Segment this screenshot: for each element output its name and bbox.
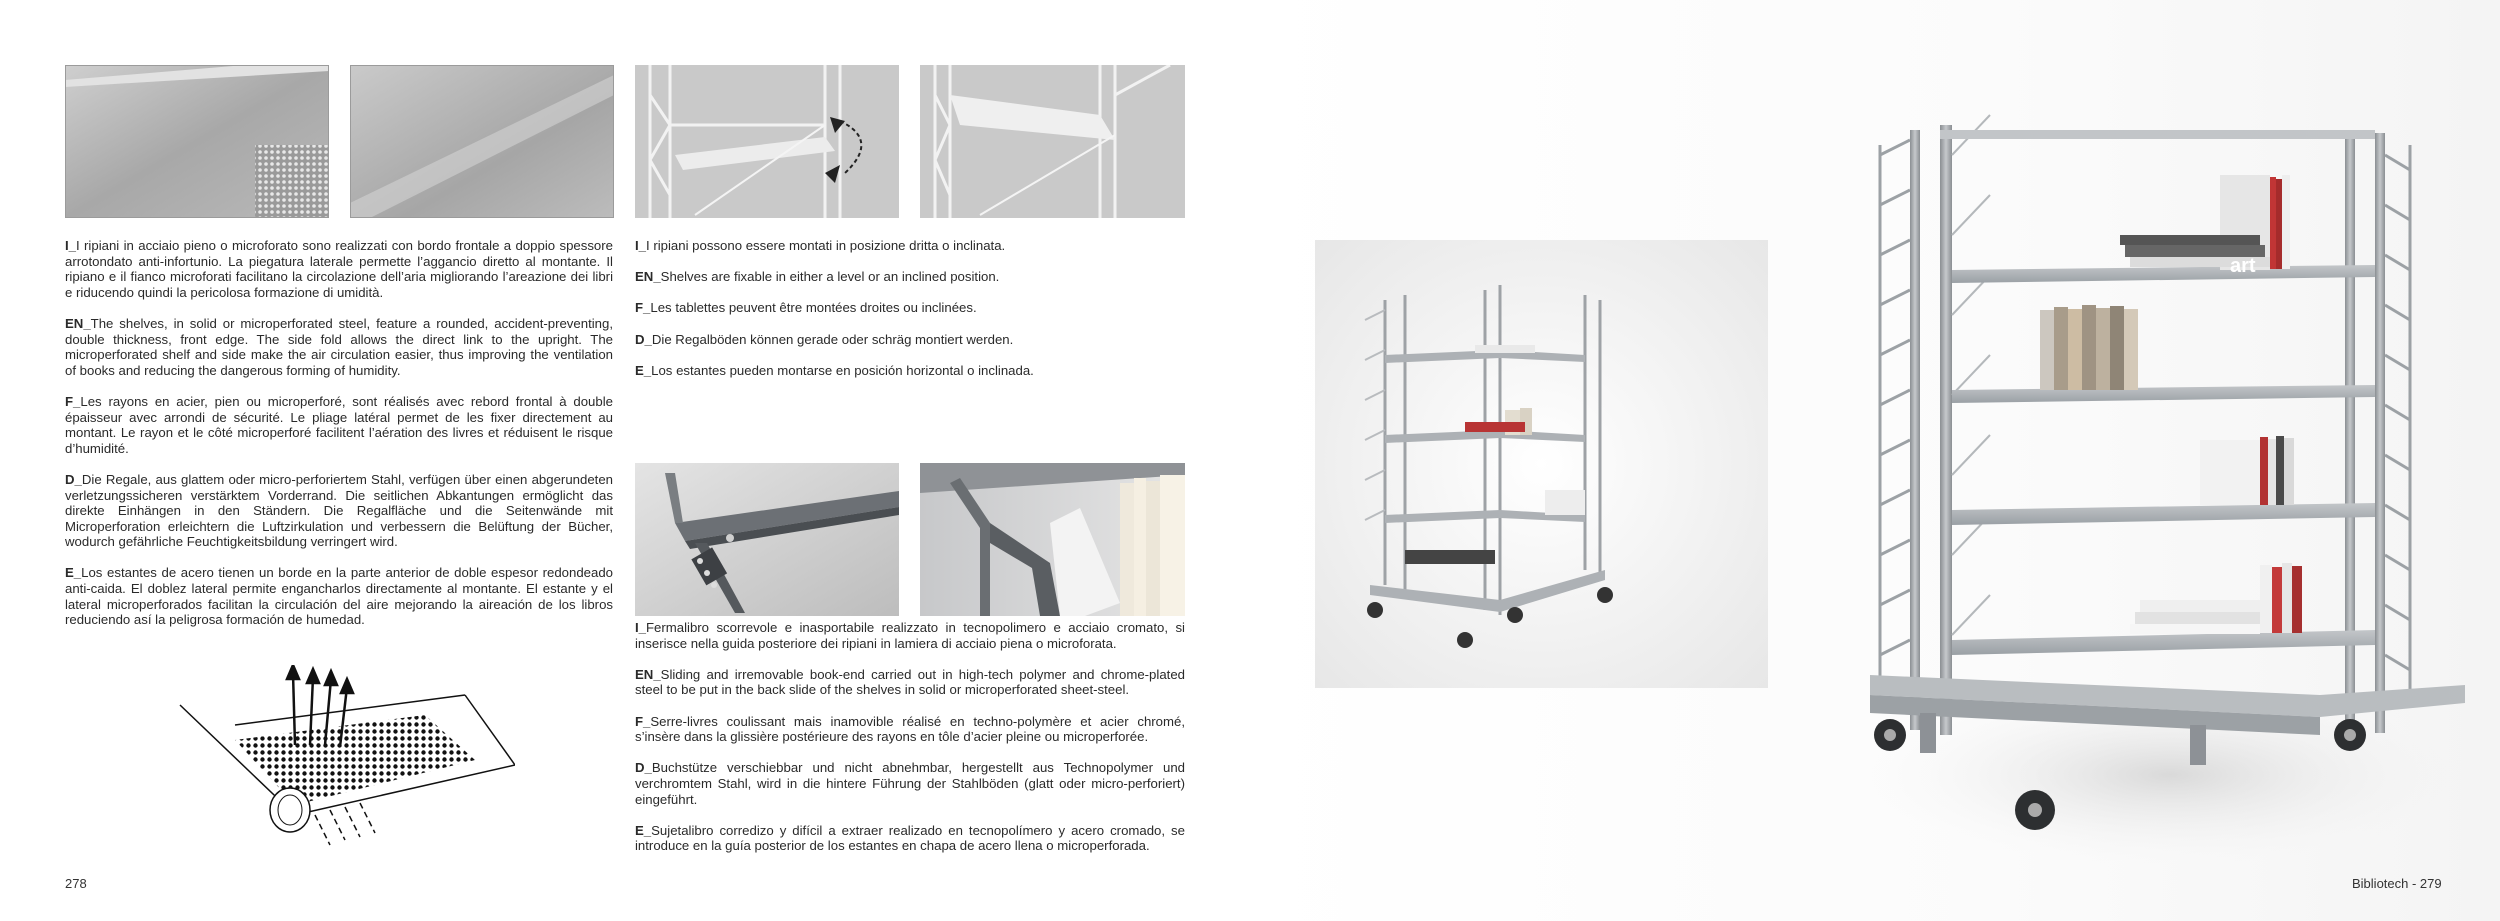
page-number-left: 278 [65, 876, 87, 891]
incline-description [635, 238, 1185, 394]
shelf-edge-photo-perforated [65, 65, 329, 218]
incline-text-de: D_Die Regalböden können gerade oder schräg montiert werden. [635, 331, 1014, 347]
shelf-edge-photo-solid [350, 65, 614, 218]
shelves-description [65, 238, 613, 643]
shelves-text-en: EN_The shelves, in solid or microperforated steel, feature a rounded, accident-preventing, double thickness, front edge. The side fold allows the direct link to the upright. The microperforated shelf and side make the air circulation easier, thus improving the ventilation of books and reducing the dangerous forming of humidity. [65, 315, 613, 378]
incline-text-es: E_Los estantes pueden montarse en posición horizontal o inclinada. [635, 362, 1034, 378]
book-end-photo [920, 463, 1185, 616]
shelves-text-it: I_I ripiani in acciaio pieno o microforato sono realizzati con bordo frontale a doppio spessore arrotondato anti-infortunio. La piegatura laterale permette l’aggancio diretto al montante. Il ripiano e il fianco microforati facilitano la circolazione dell’aria migliorando l’areazione dei libri e riducendo quindi la pericolosa formazione di umidità. [65, 238, 613, 300]
bookend-description [635, 620, 1185, 870]
shelf-incline-photo-arrows [635, 65, 899, 218]
incline-text-it: I_I ripiani possono essere montati in posizione dritta o inclinata. [635, 238, 1006, 253]
page-number-right: Bibliotech - 279 [2352, 876, 2442, 891]
bookend-text-en: EN_Sliding and irremovable book-end carried out in high-tech polymer and chrome-plated steel to be put in the back slide of the shelves in solid or microperforated sheet-steel. [635, 666, 1185, 698]
bookend-text-de: D_Buchstütze verschiebbar und nicht abnehmbar, hergestellt aus Technopolymer und verchromtem Stahl, wird in die hintere Führung der Stahlböden (glatt oder micro-perforiert) eingeführt. [635, 760, 1185, 807]
incline-text-en: EN_Shelves are fixable in either a level or an inclined position. [635, 269, 1000, 285]
bookend-text-it: I_Fermalibro scorrevole e inasportabile realizzato in tecnopolimero e acciaio cromato, si inserisce nella guida posteriore dei ripiani in lamiera di acciaio piena o microforata. [635, 620, 1185, 651]
bookend-text-fr: F_Serre-livres coulissant mais inamovible réalisé en techno-polymère et acier chromé, s’insère dans la glissière postérieure des rayons en tôle d’acier pleine ou microperforée. [635, 713, 1185, 745]
shelves-text-es: E_Los estantes de acero tienen un borde en la parte anterior de doble espesor redondeado anti-caida. El doblez lateral permite engancharlos directamente al montante. El estante y el lateral microperforados facilitan la circulación del aire mejorando la aireación de los libros reduciendo así la peligrosa formación de humedad. [65, 565, 613, 628]
bracket-detail-photo [635, 463, 899, 616]
right-page [1250, 0, 2500, 921]
double-shelving-units-photo [1315, 240, 1768, 688]
shelves-text-de: D_Die Regale, aus glattem oder micro-perforiertem Stahl, verfügen über einen abgerundeten verletzungssicheren verstärktem Vorderrand. Die seitlichen Abkantungen ermöglicht das direkte Einhängen in den Ständern. Die Regalfläche und die Seitenwände mit Microperforation erleichtern die Luftzirkulation und verbessern die Belüftung der Bücher, wodurch gefährliche Feuchtigkeitsbildung verringert wird. [65, 471, 613, 550]
shelf-inclined-photo [920, 65, 1185, 218]
bookend-text-es: E_Sujetalibro corredizo y difícil a extraer realizado en tecnopolímero y acero cromado, se introduce en la guía posterior de los estantes en chapa de acero llena o microperforada. [635, 822, 1185, 854]
book-cover-label: art [2230, 255, 2256, 277]
shelves-text-fr: F_Les rayons en acier, pien ou microperforé, sont réalisés avec rebord frontal à double épaisseur avec arrondi de sécurité. Le pliage latéral permet de les fixer directement au montant. Le rayon et le côté microperforé facilitent l’aération des livres et réduisent le risque d’humidité. [65, 393, 613, 456]
incline-text-fr: F_Les tablettes peuvent être montées droites ou inclinées. [635, 300, 977, 316]
mobile-bookshelf-photo [1850, 95, 2470, 885]
airflow-diagram [175, 665, 515, 850]
